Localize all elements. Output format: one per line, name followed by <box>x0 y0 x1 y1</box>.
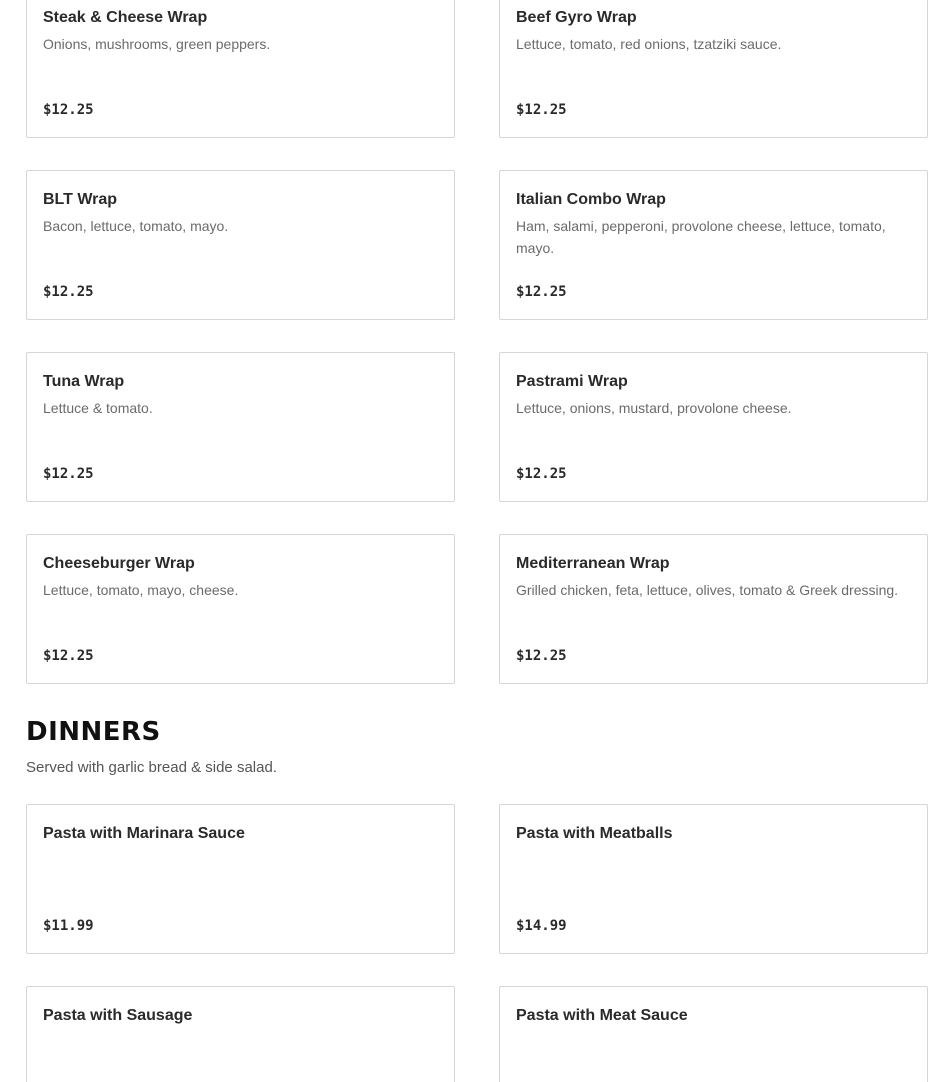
menu-item-price: $12.25 <box>43 466 94 482</box>
menu-item-price: $12.25 <box>516 284 567 300</box>
menu-item-card[interactable] <box>26 0 455 138</box>
menu-item-description: Lettuce, tomato, mayo, cheese. <box>43 582 239 598</box>
wraps-menu-grid <box>26 0 928 684</box>
menu-item-price: $12.25 <box>516 648 567 664</box>
menu-item-name: Mediterranean Wrap <box>516 555 670 572</box>
menu-item-description: Lettuce & tomato. <box>43 400 153 416</box>
menu-item-card[interactable] <box>26 804 455 954</box>
menu-item-price: $12.25 <box>516 102 567 118</box>
menu-item-name: Pasta with Meat Sauce <box>516 1007 688 1024</box>
menu-item-name: Steak & Cheese Wrap <box>43 9 208 26</box>
menu-item-name: Tuna Wrap <box>43 373 125 390</box>
menu-item-name: BLT Wrap <box>43 191 118 208</box>
menu-item-price: $11.99 <box>43 918 94 934</box>
menu-item-description: Bacon, lettuce, tomato, mayo. <box>43 218 229 234</box>
menu-item-card[interactable] <box>26 352 455 502</box>
menu-item-name: Cheeseburger Wrap <box>43 555 195 572</box>
menu-item-name: Italian Combo Wrap <box>516 191 666 208</box>
menu-item-card[interactable] <box>26 986 455 1082</box>
menu-item-price: $12.25 <box>43 284 94 300</box>
menu-item-card[interactable] <box>499 170 928 320</box>
menu-item-price: $12.25 <box>516 466 567 482</box>
menu-item-card[interactable] <box>499 804 928 954</box>
menu-item-description: Lettuce, onions, mustard, provolone cheese. <box>516 400 792 416</box>
dinners-section <box>26 712 928 1082</box>
menu-item-description: Lettuce, tomato, red onions, tzatziki sauce. <box>516 36 782 52</box>
menu-item-price: $14.99 <box>516 918 567 934</box>
menu-item-card[interactable] <box>499 534 928 684</box>
menu-item-card[interactable] <box>26 170 455 320</box>
section-title: DINNERS <box>26 717 161 747</box>
menu-item-card[interactable] <box>499 352 928 502</box>
menu-item-price: $12.25 <box>43 648 94 664</box>
menu-item-card[interactable] <box>26 534 455 684</box>
menu-item-description: Onions, mushrooms, green peppers. <box>43 36 271 52</box>
section-subtitle: Served with garlic bread & side salad. <box>26 759 277 776</box>
menu-item-description: Grilled chicken, feta, lettuce, olives, tomato & Greek dressing. <box>516 582 899 598</box>
menu-item-name: Beef Gyro Wrap <box>516 9 637 26</box>
menu-item-card[interactable] <box>499 986 928 1082</box>
menu-item-name: Pastrami Wrap <box>516 373 628 390</box>
menu-item-card[interactable] <box>499 0 928 138</box>
menu-item-name: Pasta with Sausage <box>43 1007 193 1024</box>
menu-item-name: Pasta with Marinara Sauce <box>43 825 245 842</box>
dinners-menu-grid <box>26 804 928 1082</box>
menu-item-name: Pasta with Meatballs <box>516 825 673 842</box>
menu-item-description: Ham, salami, pepperoni, provolone cheese, lettuce, tomato, mayo. <box>516 218 886 256</box>
menu-item-price: $12.25 <box>43 102 94 118</box>
